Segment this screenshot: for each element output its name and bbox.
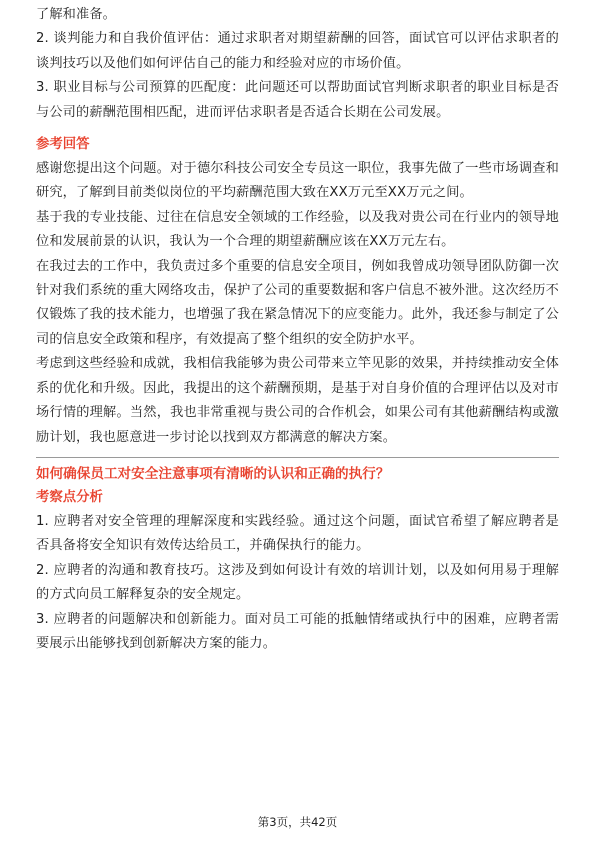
analysis-heading: 考察点分析 <box>36 489 103 505</box>
analysis-point-2: 2. 应聘者的沟通和教育技巧。这涉及到如何设计有效的培训计划，以及如何用易于理解的方式向员工解释复杂的安全规定。 <box>36 562 559 603</box>
document-page <box>36 0 559 656</box>
answer-paragraph-1: 感谢您提出这个问题。对于德尔科技公司安全专员这一职位，我事先做了一些市场调查和研究，了解到目前类似岗位的平均薪酬范围大致在XX万元至XX万元之间。 <box>36 161 559 201</box>
answer-paragraph-2: 基于我的专业技能、过往在信息安全领域的工作经验，以及我对贵公司在行业内的领导地位和发展前景的认识，我认为一个合理的期望薪酬应该在XX万元左右。 <box>36 209 559 250</box>
point-career-fit: 3. 职业目标与公司预算的匹配度：此问题还可以帮助面试官判断求职者的职业目标是否与公司的薪酬范围相匹配，进而评估求职者是否适合长期在公司发展。 <box>36 80 559 120</box>
analysis-point-3: 3. 应聘者的问题解决和创新能力。面对员工可能的抵触情绪或执行中的困难，应聘者需要展示出能够找到创新解决方案的能力。 <box>36 611 559 651</box>
page-footer: 第3页，共42页 <box>257 815 338 829</box>
section-divider <box>36 457 559 458</box>
continuation-text: 了解和准备。 <box>36 7 117 22</box>
analysis-point-1: 1. 应聘者对安全管理的理解深度和实践经验。通过这个问题，面试官希望了解应聘者是否具备将安全知识有效传达给员工，并确保执行的能力。 <box>36 513 559 554</box>
answer-paragraph-3: 在我过去的工作中，我负责过多个重要的信息安全项目，例如我曾成功领导团队防御一次针对我们系统的重大网络攻击，保护了公司的重要数据和客户信息不被外泄。这次经历不仅锻炼了我的技术能力，也增强了我在紧急情况下的应变能力。此外，我还参与制定了公司的信息安全政策和程序，有效提高了整个组织的安全防护水平。 <box>36 258 559 347</box>
answer-heading: 参考回答 <box>36 137 90 153</box>
answer-paragraph-4: 考虑到这些经验和成就，我相信我能够为贵公司带来立竿见影的效果，并持续推动安全体系的优化和升级。因此，我提出的这个薪酬预期，是基于对自身价值的合理评估以及对市场行情的理解。当然，我也非常重视与贵公司的合作机会，如果公司有其他薪酬结构或激励计划，我也愿意进一步讨论以找到双方都满意的解决方案。 <box>36 356 559 445</box>
point-negotiation: 2. 谈判能力和自我价值评估：通过求职者对期望薪酬的回答，面试官可以评估求职者的谈判技巧以及他们如何评估自己的能力和经验对应的市场价值。 <box>36 31 559 71</box>
question-title: 如何确保员工对安全注意事项有清晰的认识和正确的执行？ <box>36 465 390 482</box>
